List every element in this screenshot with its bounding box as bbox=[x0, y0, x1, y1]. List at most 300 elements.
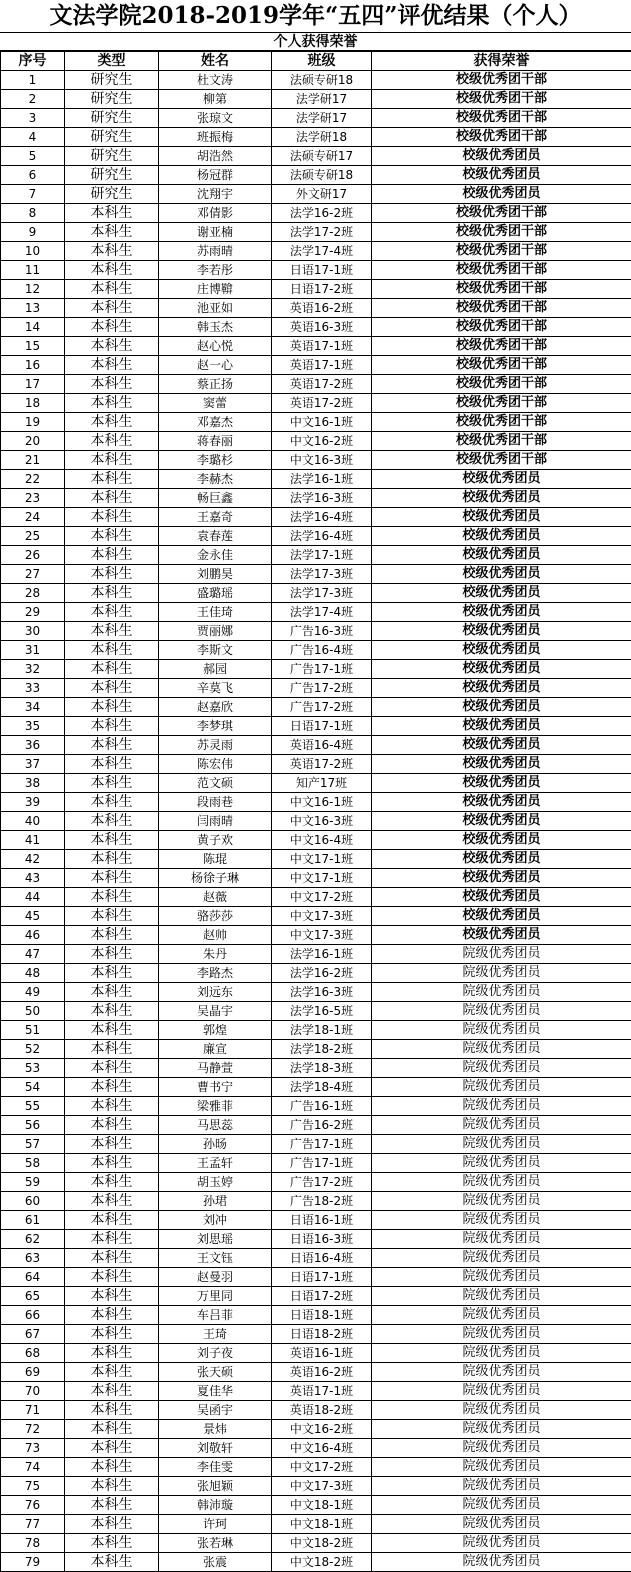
cell-class: 日语17-1班 bbox=[272, 1268, 372, 1287]
cell-honor: 院级优秀团员 bbox=[372, 945, 631, 964]
table-row bbox=[1, 299, 631, 318]
cell-seq: 23 bbox=[1, 489, 65, 508]
cell-honor: 校级优秀团干部 bbox=[372, 109, 631, 128]
cell-seq: 74 bbox=[1, 1458, 65, 1477]
cell-type: 本科生 bbox=[65, 660, 159, 679]
cell-name: 邓嘉杰 bbox=[159, 413, 272, 432]
cell-honor: 校级优秀团员 bbox=[372, 793, 631, 812]
cell-honor: 校级优秀团员 bbox=[372, 166, 631, 185]
cell-seq: 55 bbox=[1, 1097, 65, 1116]
cell-class: 法学16-4班 bbox=[272, 508, 372, 527]
cell-class: 日语18-2班 bbox=[272, 1325, 372, 1344]
cell-seq: 19 bbox=[1, 413, 65, 432]
cell-class: 法学18-3班 bbox=[272, 1059, 372, 1078]
section-subtitle: 个人获得荣誉 bbox=[0, 32, 631, 51]
cell-seq: 58 bbox=[1, 1154, 65, 1173]
cell-class: 知产17班 bbox=[272, 774, 372, 793]
cell-name: 赵心悦 bbox=[159, 337, 272, 356]
cell-seq: 7 bbox=[1, 185, 65, 204]
cell-name: 张旭颖 bbox=[159, 1477, 272, 1496]
cell-type: 本科生 bbox=[65, 470, 159, 489]
cell-type: 本科生 bbox=[65, 1211, 159, 1230]
cell-seq: 11 bbox=[1, 261, 65, 280]
cell-class: 法学研17 bbox=[272, 90, 372, 109]
cell-class: 法学17-4班 bbox=[272, 242, 372, 261]
cell-name: 邓倩影 bbox=[159, 204, 272, 223]
cell-name: 王文钰 bbox=[159, 1249, 272, 1268]
cell-type: 本科生 bbox=[65, 337, 159, 356]
cell-honor: 校级优秀团干部 bbox=[372, 432, 631, 451]
table-row bbox=[1, 527, 631, 546]
cell-name: 吴函宇 bbox=[159, 1401, 272, 1420]
table-row bbox=[1, 1154, 631, 1173]
cell-class: 法学18-4班 bbox=[272, 1078, 372, 1097]
cell-seq: 6 bbox=[1, 166, 65, 185]
cell-honor: 校级优秀团员 bbox=[372, 774, 631, 793]
cell-seq: 64 bbox=[1, 1268, 65, 1287]
cell-class: 中文17-2班 bbox=[272, 1458, 372, 1477]
cell-type: 本科生 bbox=[65, 565, 159, 584]
cell-name: 郝园 bbox=[159, 660, 272, 679]
table-row bbox=[1, 1268, 631, 1287]
cell-honor: 院级优秀团员 bbox=[372, 1002, 631, 1021]
cell-name: 赵薇 bbox=[159, 888, 272, 907]
cell-seq: 26 bbox=[1, 546, 65, 565]
cell-class: 广告18-2班 bbox=[272, 1192, 372, 1211]
cell-seq: 39 bbox=[1, 793, 65, 812]
table-row bbox=[1, 1401, 631, 1420]
table-row bbox=[1, 508, 631, 527]
cell-name: 谢亚楠 bbox=[159, 223, 272, 242]
table-row bbox=[1, 850, 631, 869]
table-row bbox=[1, 1059, 631, 1078]
cell-seq: 16 bbox=[1, 356, 65, 375]
table-row bbox=[1, 1477, 631, 1496]
cell-honor: 校级优秀团员 bbox=[372, 508, 631, 527]
cell-name: 杨徐子琳 bbox=[159, 869, 272, 888]
table-row bbox=[1, 1249, 631, 1268]
cell-class: 英语17-2班 bbox=[272, 375, 372, 394]
table-row bbox=[1, 1344, 631, 1363]
table-row bbox=[1, 1040, 631, 1059]
cell-name: 刘子夜 bbox=[159, 1344, 272, 1363]
table-row bbox=[1, 1116, 631, 1135]
cell-honor: 院级优秀团员 bbox=[372, 1173, 631, 1192]
cell-honor: 校级优秀团员 bbox=[372, 926, 631, 945]
cell-type: 本科生 bbox=[65, 261, 159, 280]
cell-type: 本科生 bbox=[65, 1439, 159, 1458]
cell-name: 李璐杉 bbox=[159, 451, 272, 470]
cell-name: 庄博鞥 bbox=[159, 280, 272, 299]
cell-honor: 校级优秀团干部 bbox=[372, 128, 631, 147]
cell-seq: 52 bbox=[1, 1040, 65, 1059]
cell-type: 本科生 bbox=[65, 945, 159, 964]
cell-type: 本科生 bbox=[65, 394, 159, 413]
cell-seq: 14 bbox=[1, 318, 65, 337]
cell-name: 刘敬轩 bbox=[159, 1439, 272, 1458]
cell-name: 池亚如 bbox=[159, 299, 272, 318]
cell-type: 本科生 bbox=[65, 679, 159, 698]
cell-seq: 47 bbox=[1, 945, 65, 964]
cell-name: 夏佳华 bbox=[159, 1382, 272, 1401]
cell-honor: 校级优秀团干部 bbox=[372, 451, 631, 470]
table-row bbox=[1, 375, 631, 394]
cell-name: 辛莫飞 bbox=[159, 679, 272, 698]
cell-honor: 校级优秀团员 bbox=[372, 641, 631, 660]
cell-seq: 34 bbox=[1, 698, 65, 717]
cell-seq: 8 bbox=[1, 204, 65, 223]
cell-honor: 院级优秀团员 bbox=[372, 1211, 631, 1230]
cell-name: 柳第 bbox=[159, 90, 272, 109]
cell-name: 班振梅 bbox=[159, 128, 272, 147]
cell-seq: 33 bbox=[1, 679, 65, 698]
cell-class: 中文16-4班 bbox=[272, 1439, 372, 1458]
cell-class: 中文18-2班 bbox=[272, 1534, 372, 1553]
cell-honor: 院级优秀团员 bbox=[372, 1268, 631, 1287]
cell-class: 英语17-2班 bbox=[272, 394, 372, 413]
cell-honor: 院级优秀团员 bbox=[372, 1477, 631, 1496]
cell-type: 本科生 bbox=[65, 964, 159, 983]
table-row bbox=[1, 1363, 631, 1382]
cell-honor: 校级优秀团员 bbox=[372, 755, 631, 774]
cell-honor: 校级优秀团员 bbox=[372, 679, 631, 698]
cell-name: 万里同 bbox=[159, 1287, 272, 1306]
cell-honor: 院级优秀团员 bbox=[372, 1078, 631, 1097]
cell-honor: 院级优秀团员 bbox=[372, 1097, 631, 1116]
cell-name: 梁雅菲 bbox=[159, 1097, 272, 1116]
cell-class: 法学16-1班 bbox=[272, 945, 372, 964]
table-row bbox=[1, 1230, 631, 1249]
cell-type: 本科生 bbox=[65, 850, 159, 869]
cell-seq: 50 bbox=[1, 1002, 65, 1021]
table-row bbox=[1, 888, 631, 907]
cell-name: 李路杰 bbox=[159, 964, 272, 983]
cell-class: 法学16-1班 bbox=[272, 470, 372, 489]
cell-type: 本科生 bbox=[65, 375, 159, 394]
cell-name: 张琼文 bbox=[159, 109, 272, 128]
table-row bbox=[1, 679, 631, 698]
cell-seq: 51 bbox=[1, 1021, 65, 1040]
cell-type: 本科生 bbox=[65, 1268, 159, 1287]
cell-seq: 9 bbox=[1, 223, 65, 242]
cell-name: 王佳琦 bbox=[159, 603, 272, 622]
cell-honor: 校级优秀团员 bbox=[372, 584, 631, 603]
cell-name: 车吕菲 bbox=[159, 1306, 272, 1325]
cell-class: 法学16-2班 bbox=[272, 964, 372, 983]
cell-type: 本科生 bbox=[65, 527, 159, 546]
table-row bbox=[1, 413, 631, 432]
cell-seq: 41 bbox=[1, 831, 65, 850]
table-row bbox=[1, 622, 631, 641]
cell-honor: 校级优秀团干部 bbox=[372, 242, 631, 261]
cell-seq: 20 bbox=[1, 432, 65, 451]
table-row bbox=[1, 489, 631, 508]
cell-honor: 院级优秀团员 bbox=[372, 1021, 631, 1040]
cell-name: 曹书宁 bbox=[159, 1078, 272, 1097]
cell-honor: 院级优秀团员 bbox=[372, 1154, 631, 1173]
cell-seq: 18 bbox=[1, 394, 65, 413]
cell-honor: 校级优秀团员 bbox=[372, 660, 631, 679]
cell-class: 中文18-1班 bbox=[272, 1515, 372, 1534]
cell-name: 蒋春丽 bbox=[159, 432, 272, 451]
cell-name: 李赫杰 bbox=[159, 470, 272, 489]
cell-type: 本科生 bbox=[65, 1382, 159, 1401]
cell-seq: 54 bbox=[1, 1078, 65, 1097]
cell-class: 英语18-2班 bbox=[272, 1401, 372, 1420]
table-row bbox=[1, 337, 631, 356]
cell-class: 法学17-2班 bbox=[272, 223, 372, 242]
cell-class: 中文16-2班 bbox=[272, 432, 372, 451]
cell-seq: 29 bbox=[1, 603, 65, 622]
cell-type: 本科生 bbox=[65, 1173, 159, 1192]
cell-class: 法学17-3班 bbox=[272, 565, 372, 584]
cell-seq: 36 bbox=[1, 736, 65, 755]
cell-type: 本科生 bbox=[65, 413, 159, 432]
cell-name: 陈琨 bbox=[159, 850, 272, 869]
cell-type: 本科生 bbox=[65, 1287, 159, 1306]
table-row bbox=[1, 926, 631, 945]
cell-class: 中文18-2班 bbox=[272, 1553, 372, 1572]
cell-class: 中文16-1班 bbox=[272, 413, 372, 432]
table-row bbox=[1, 869, 631, 888]
cell-name: 黄子欢 bbox=[159, 831, 272, 850]
cell-name: 吴晶宇 bbox=[159, 1002, 272, 1021]
cell-honor: 校级优秀团员 bbox=[372, 717, 631, 736]
cell-type: 本科生 bbox=[65, 1477, 159, 1496]
cell-honor: 院级优秀团员 bbox=[372, 964, 631, 983]
header-seq: 序号 bbox=[1, 52, 65, 71]
cell-name: 窦蕾 bbox=[159, 394, 272, 413]
cell-type: 本科生 bbox=[65, 451, 159, 470]
table-row bbox=[1, 318, 631, 337]
cell-type: 研究生 bbox=[65, 185, 159, 204]
cell-name: 刘鹏昊 bbox=[159, 565, 272, 584]
cell-name: 王琦 bbox=[159, 1325, 272, 1344]
table-row bbox=[1, 166, 631, 185]
cell-type: 本科生 bbox=[65, 1344, 159, 1363]
cell-name: 马思蕊 bbox=[159, 1116, 272, 1135]
cell-honor: 校级优秀团员 bbox=[372, 736, 631, 755]
cell-class: 法学16-4班 bbox=[272, 527, 372, 546]
cell-class: 广告16-2班 bbox=[272, 1116, 372, 1135]
cell-name: 李斯文 bbox=[159, 641, 272, 660]
cell-honor: 校级优秀团员 bbox=[372, 147, 631, 166]
cell-seq: 75 bbox=[1, 1477, 65, 1496]
table-row bbox=[1, 603, 631, 622]
table-row bbox=[1, 717, 631, 736]
header-type: 类型 bbox=[65, 52, 159, 71]
cell-type: 本科生 bbox=[65, 1002, 159, 1021]
cell-class: 广告16-3班 bbox=[272, 622, 372, 641]
cell-class: 日语17-1班 bbox=[272, 261, 372, 280]
cell-type: 本科生 bbox=[65, 1420, 159, 1439]
cell-name: 郭煌 bbox=[159, 1021, 272, 1040]
cell-name: 胡玉婷 bbox=[159, 1173, 272, 1192]
cell-honor: 院级优秀团员 bbox=[372, 1515, 631, 1534]
cell-type: 本科生 bbox=[65, 1458, 159, 1477]
cell-honor: 校级优秀团干部 bbox=[372, 261, 631, 280]
cell-type: 本科生 bbox=[65, 755, 159, 774]
table-row bbox=[1, 1458, 631, 1477]
cell-seq: 68 bbox=[1, 1344, 65, 1363]
cell-name: 李若彤 bbox=[159, 261, 272, 280]
cell-seq: 32 bbox=[1, 660, 65, 679]
cell-seq: 38 bbox=[1, 774, 65, 793]
cell-honor: 院级优秀团员 bbox=[372, 1306, 631, 1325]
cell-seq: 1 bbox=[1, 71, 65, 90]
cell-seq: 78 bbox=[1, 1534, 65, 1553]
cell-name: 景炜 bbox=[159, 1420, 272, 1439]
cell-name: 韩沛璇 bbox=[159, 1496, 272, 1515]
cell-honor: 院级优秀团员 bbox=[372, 1553, 631, 1572]
cell-honor: 校级优秀团员 bbox=[372, 850, 631, 869]
cell-name: 赵一心 bbox=[159, 356, 272, 375]
cell-class: 中文16-3班 bbox=[272, 451, 372, 470]
cell-class: 英语17-1班 bbox=[272, 337, 372, 356]
cell-seq: 30 bbox=[1, 622, 65, 641]
table-row bbox=[1, 1306, 631, 1325]
table-row bbox=[1, 964, 631, 983]
cell-type: 本科生 bbox=[65, 1192, 159, 1211]
cell-class: 广告17-1班 bbox=[272, 1135, 372, 1154]
cell-type: 本科生 bbox=[65, 907, 159, 926]
cell-type: 本科生 bbox=[65, 1553, 159, 1572]
table-row bbox=[1, 1192, 631, 1211]
cell-type: 本科生 bbox=[65, 1325, 159, 1344]
cell-name: 畅巨鑫 bbox=[159, 489, 272, 508]
table-row bbox=[1, 812, 631, 831]
cell-type: 本科生 bbox=[65, 1040, 159, 1059]
cell-seq: 31 bbox=[1, 641, 65, 660]
cell-type: 本科生 bbox=[65, 793, 159, 812]
cell-seq: 69 bbox=[1, 1363, 65, 1382]
cell-name: 骆莎莎 bbox=[159, 907, 272, 926]
table-row bbox=[1, 546, 631, 565]
cell-seq: 12 bbox=[1, 280, 65, 299]
header-class: 班级 bbox=[272, 52, 372, 71]
cell-type: 本科生 bbox=[65, 717, 159, 736]
cell-honor: 院级优秀团员 bbox=[372, 1325, 631, 1344]
cell-name: 杜文涛 bbox=[159, 71, 272, 90]
cell-type: 研究生 bbox=[65, 147, 159, 166]
table-row bbox=[1, 641, 631, 660]
cell-type: 本科生 bbox=[65, 223, 159, 242]
cell-name: 张若琳 bbox=[159, 1534, 272, 1553]
cell-honor: 院级优秀团员 bbox=[372, 1059, 631, 1078]
cell-type: 本科生 bbox=[65, 1515, 159, 1534]
cell-type: 本科生 bbox=[65, 584, 159, 603]
cell-seq: 4 bbox=[1, 128, 65, 147]
cell-name: 苏灵雨 bbox=[159, 736, 272, 755]
cell-honor: 院级优秀团员 bbox=[372, 1420, 631, 1439]
cell-honor: 校级优秀团员 bbox=[372, 489, 631, 508]
cell-name: 孙旸 bbox=[159, 1135, 272, 1154]
cell-honor: 院级优秀团员 bbox=[372, 1192, 631, 1211]
cell-honor: 校级优秀团干部 bbox=[372, 90, 631, 109]
table-row bbox=[1, 1021, 631, 1040]
cell-honor: 院级优秀团员 bbox=[372, 983, 631, 1002]
cell-class: 法学17-4班 bbox=[272, 603, 372, 622]
table-row bbox=[1, 394, 631, 413]
cell-class: 英语17-2班 bbox=[272, 755, 372, 774]
cell-class: 中文17-2班 bbox=[272, 888, 372, 907]
cell-class: 中文17-1班 bbox=[272, 869, 372, 888]
table-row bbox=[1, 1534, 631, 1553]
cell-class: 法学研18 bbox=[272, 128, 372, 147]
cell-class: 法学研17 bbox=[272, 109, 372, 128]
cell-class: 中文16-2班 bbox=[272, 1420, 372, 1439]
cell-type: 本科生 bbox=[65, 1078, 159, 1097]
cell-name: 段雨巷 bbox=[159, 793, 272, 812]
cell-type: 本科生 bbox=[65, 698, 159, 717]
cell-class: 广告17-2班 bbox=[272, 698, 372, 717]
table-row bbox=[1, 736, 631, 755]
cell-name: 张震 bbox=[159, 1553, 272, 1572]
cell-seq: 61 bbox=[1, 1211, 65, 1230]
table-row bbox=[1, 128, 631, 147]
table-row bbox=[1, 109, 631, 128]
cell-name: 李梦琪 bbox=[159, 717, 272, 736]
table-row bbox=[1, 1287, 631, 1306]
cell-type: 研究生 bbox=[65, 109, 159, 128]
cell-name: 许珂 bbox=[159, 1515, 272, 1534]
cell-name: 盛璐瑶 bbox=[159, 584, 272, 603]
cell-seq: 46 bbox=[1, 926, 65, 945]
cell-class: 法学16-3班 bbox=[272, 489, 372, 508]
cell-honor: 校级优秀团干部 bbox=[372, 280, 631, 299]
cell-class: 法学16-2班 bbox=[272, 204, 372, 223]
cell-honor: 校级优秀团员 bbox=[372, 622, 631, 641]
cell-class: 日语17-1班 bbox=[272, 717, 372, 736]
cell-seq: 65 bbox=[1, 1287, 65, 1306]
cell-name: 苏雨晴 bbox=[159, 242, 272, 261]
table-row bbox=[1, 698, 631, 717]
cell-seq: 35 bbox=[1, 717, 65, 736]
cell-seq: 17 bbox=[1, 375, 65, 394]
cell-seq: 70 bbox=[1, 1382, 65, 1401]
table-row bbox=[1, 470, 631, 489]
cell-type: 本科生 bbox=[65, 1116, 159, 1135]
cell-honor: 校级优秀团干部 bbox=[372, 375, 631, 394]
cell-seq: 24 bbox=[1, 508, 65, 527]
cell-class: 日语18-1班 bbox=[272, 1306, 372, 1325]
cell-type: 本科生 bbox=[65, 546, 159, 565]
cell-class: 英语16-1班 bbox=[272, 1344, 372, 1363]
cell-class: 日语16-1班 bbox=[272, 1211, 372, 1230]
cell-seq: 25 bbox=[1, 527, 65, 546]
cell-type: 本科生 bbox=[65, 983, 159, 1002]
cell-seq: 62 bbox=[1, 1230, 65, 1249]
cell-class: 英语16-2班 bbox=[272, 299, 372, 318]
cell-class: 广告17-2班 bbox=[272, 679, 372, 698]
cell-honor: 院级优秀团员 bbox=[372, 1382, 631, 1401]
cell-honor: 校级优秀团干部 bbox=[372, 413, 631, 432]
table-body bbox=[1, 71, 631, 1572]
cell-type: 研究生 bbox=[65, 90, 159, 109]
cell-honor: 校级优秀团干部 bbox=[372, 394, 631, 413]
cell-seq: 44 bbox=[1, 888, 65, 907]
cell-class: 广告16-1班 bbox=[272, 1097, 372, 1116]
cell-seq: 43 bbox=[1, 869, 65, 888]
cell-honor: 校级优秀团干部 bbox=[372, 71, 631, 90]
table-row bbox=[1, 432, 631, 451]
table-row bbox=[1, 983, 631, 1002]
cell-type: 本科生 bbox=[65, 1135, 159, 1154]
table-row bbox=[1, 1420, 631, 1439]
cell-name: 李佳雯 bbox=[159, 1458, 272, 1477]
cell-name: 蔡正扬 bbox=[159, 375, 272, 394]
cell-honor: 院级优秀团员 bbox=[372, 1249, 631, 1268]
